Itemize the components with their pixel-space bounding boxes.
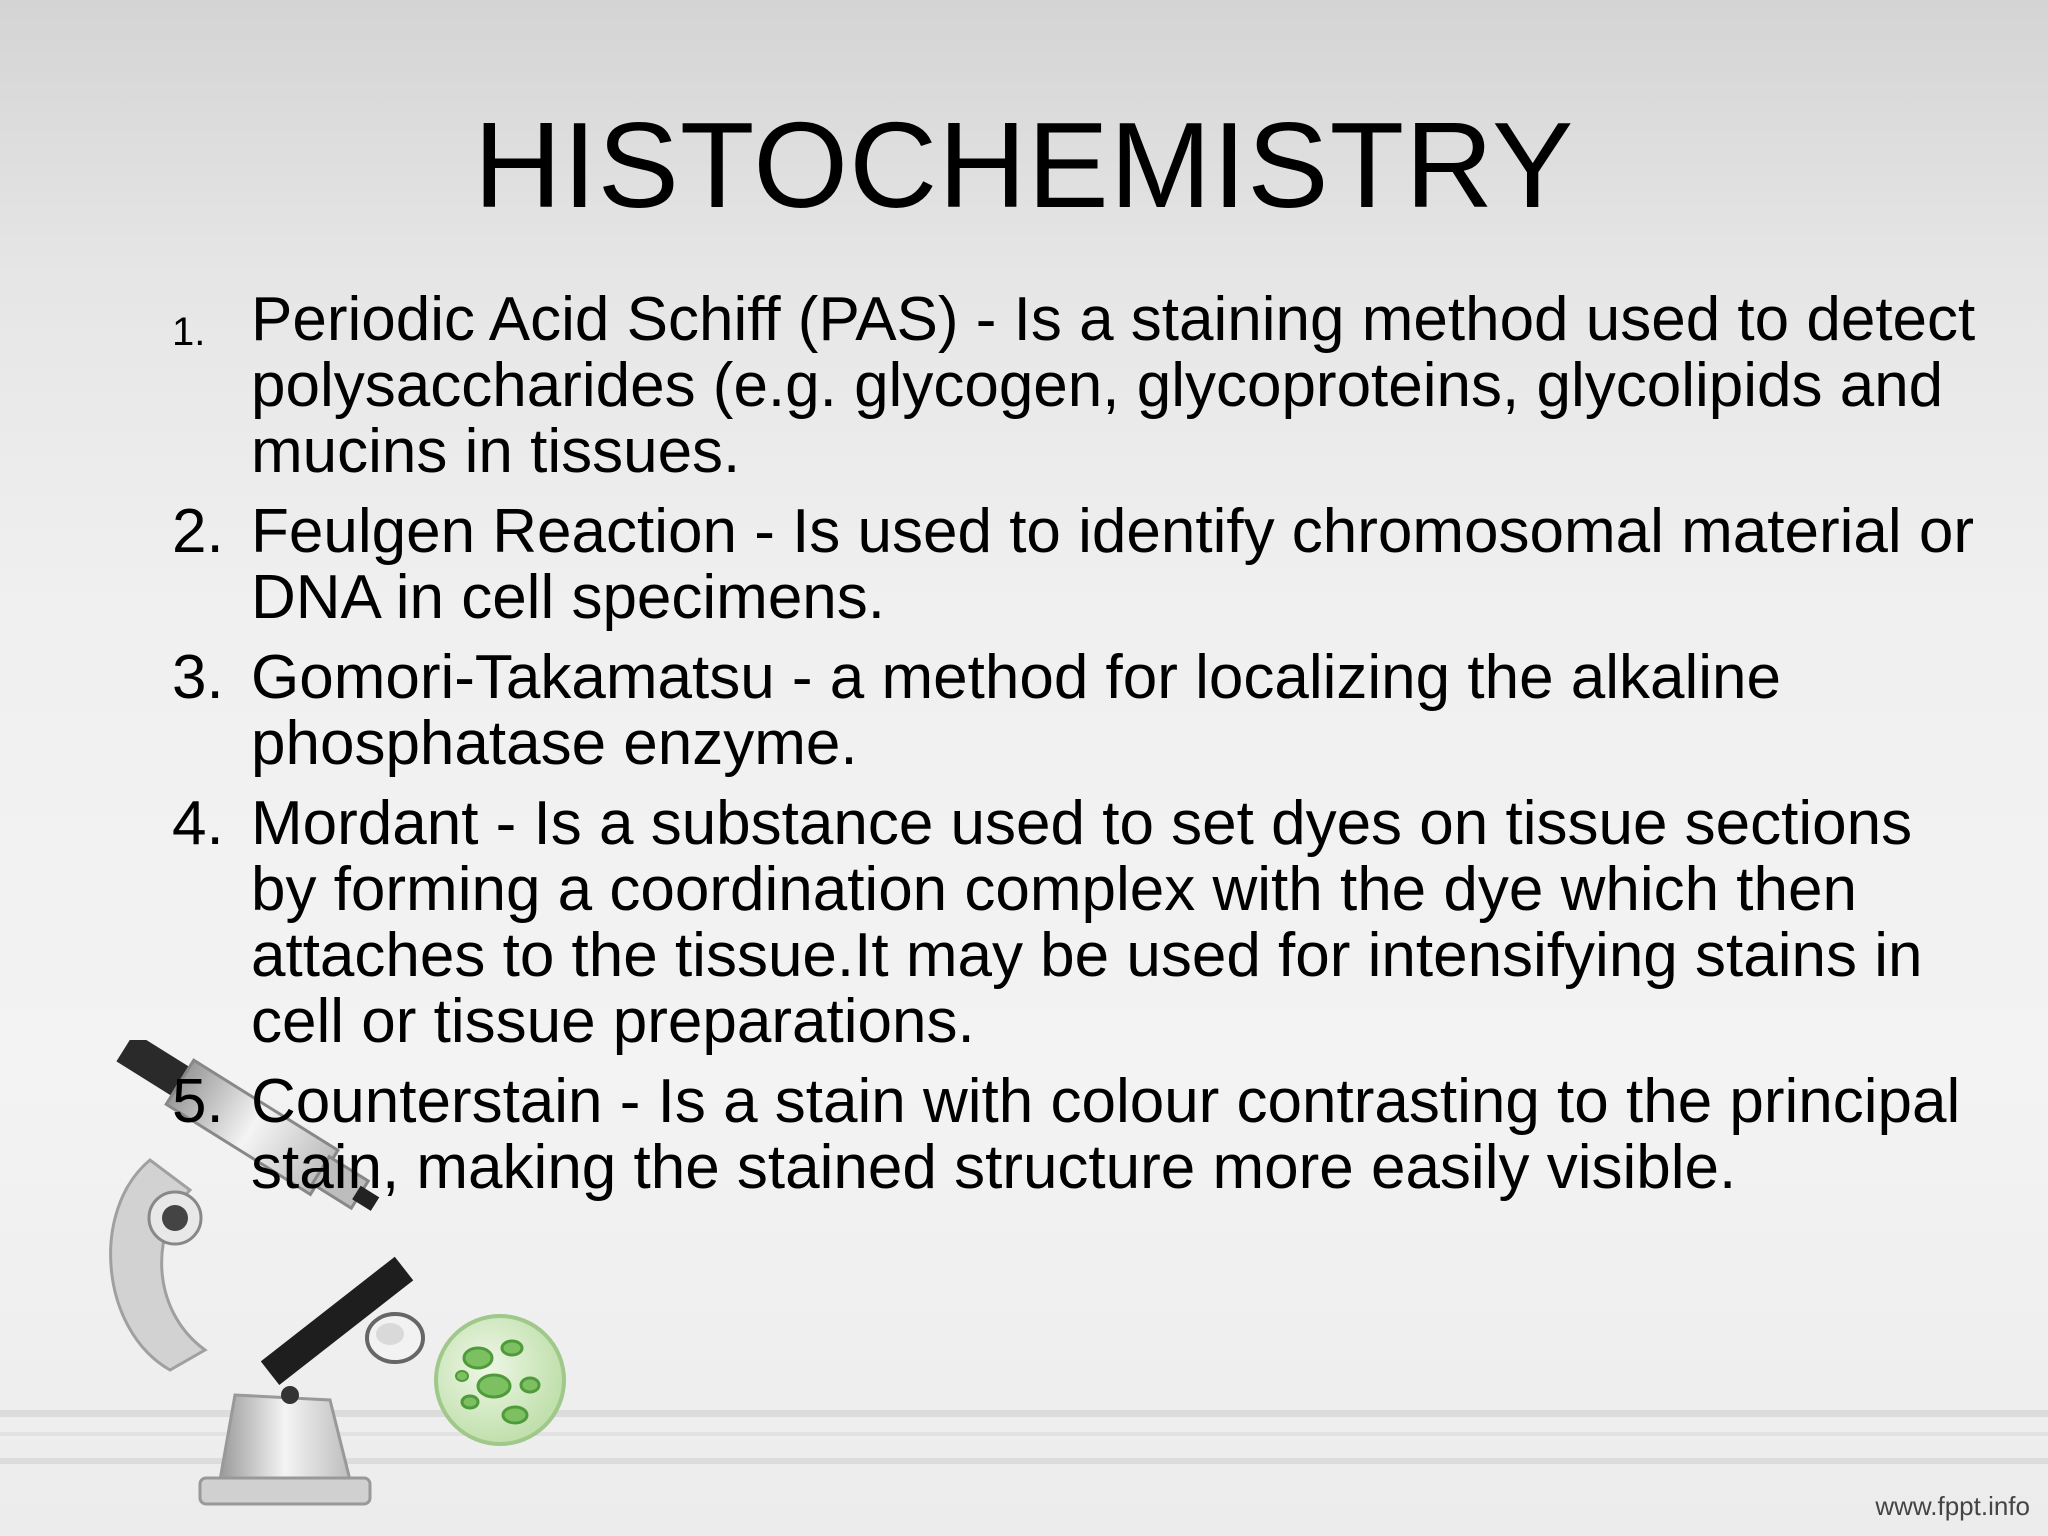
list-number: 4. [172,789,224,858]
list-item [172,499,1992,631]
list-item [172,1069,1992,1201]
list-number: 3. [172,643,224,712]
list-item [172,287,1992,485]
list-item [172,791,1992,1055]
list-text: Mordant - Is a substance used to set dyes on tissue sections by forming a coordination complex with the dye which then attaches to the tissue.It may be used for intensifying stains in cell or tissue preparations. [251,789,1923,1056]
list-text: Periodic Acid Schiff (PAS) - Is a staining method used to detect polysaccharides (e.g. glycogen, glycoproteins, glycolipids and mucins in tissues. [251,285,1976,486]
list-text: Counterstain - Is a stain with colour contrasting to the principal stain, making the stained structure more easily visible. [251,1067,1961,1202]
definition-list [172,287,1992,1215]
list-number: 2. [172,497,224,566]
footer-url: www.fppt.info [1875,1491,2030,1521]
list-text: Gomori-Takamatsu - a method for localizing the alkaline phosphatase enzyme. [251,643,1782,778]
list-item [172,645,1992,777]
list-number: 1. [172,310,206,354]
list-text: Feulgen Reaction - Is used to identify chromosomal material or DNA in cell specimens. [251,497,1975,632]
list-number: 5. [172,1067,224,1136]
slide-title: HISTOCHEMISTRY [473,97,1575,233]
